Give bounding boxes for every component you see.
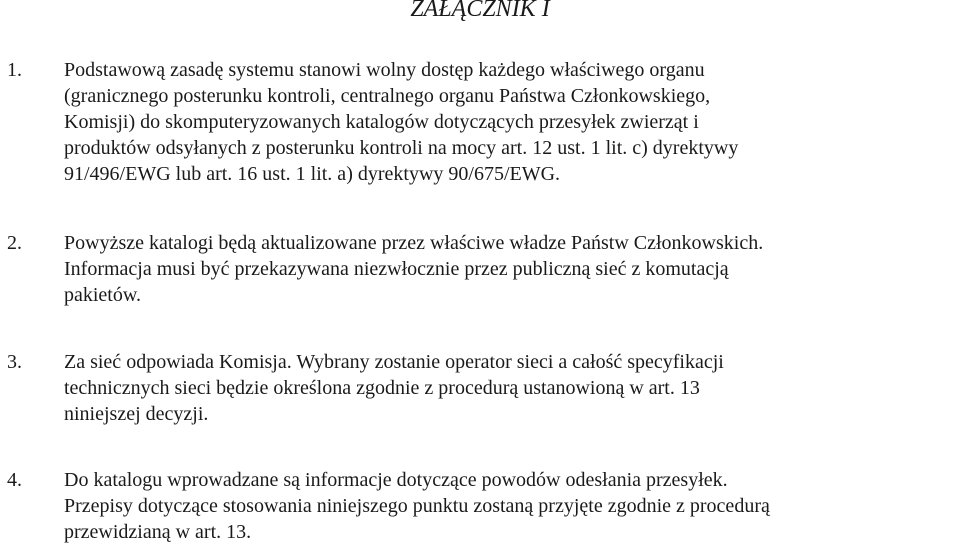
paragraph-text (64, 467, 954, 545)
text-line: Podstawową zasadę systemu stanowi wolny dostęp każdego właściwego organu (64, 59, 705, 81)
text-line: Do katalogu wprowadzane są informacje dotyczące powodów odesłania przesyłek. (64, 469, 728, 491)
text-line: (granicznego posterunku kontroli, centralnego organu Państwa Członkowskiego, (64, 85, 711, 107)
text-line: Informacja musi być przekazywana niezwłocznie przez publiczną sieć z komutacją (64, 258, 729, 280)
text-line: Przepisy dotyczące stosowania niniejszego punktu zostaną przyjęte zgodnie z procedurą (64, 495, 770, 517)
text-line: niniejszej decyzji. (64, 403, 209, 425)
text-line: pakietów. (64, 284, 142, 306)
paragraph-number: 1. (7, 59, 22, 81)
document-title: ZAŁĄCZNIK I (410, 0, 550, 22)
paragraph-number: 3. (7, 351, 22, 373)
text-line: przewidzianą w art. 13. (64, 521, 252, 543)
text-line: technicznych sieci będzie określona zgodnie z procedurą ustanowioną w art. 13 (64, 377, 700, 399)
text-line: 91/496/EWG lub art. 16 ust. 1 lit. a) dyrektywy 90/675/EWG. (64, 163, 561, 185)
text-line: Za sieć odpowiada Komisja. Wybrany zostanie operator sieci a całość specyfikacji (64, 351, 724, 373)
paragraph-number: 4. (7, 469, 22, 491)
paragraph-text (64, 349, 954, 427)
paragraph-text (64, 230, 954, 308)
text-line: produktów odsyłanych z posterunku kontroli na mocy art. 12 ust. 1 lit. c) dyrektywy (64, 137, 739, 159)
text-line: Powyższe katalogi będą aktualizowane przez właściwe władze Państw Członkowskich. (64, 232, 764, 254)
paragraph-number: 2. (7, 232, 22, 254)
text-line: Komisji) do skomputeryzowanych katalogów dotyczących przesyłek zwierząt i (64, 111, 699, 133)
paragraph-text (64, 57, 954, 187)
